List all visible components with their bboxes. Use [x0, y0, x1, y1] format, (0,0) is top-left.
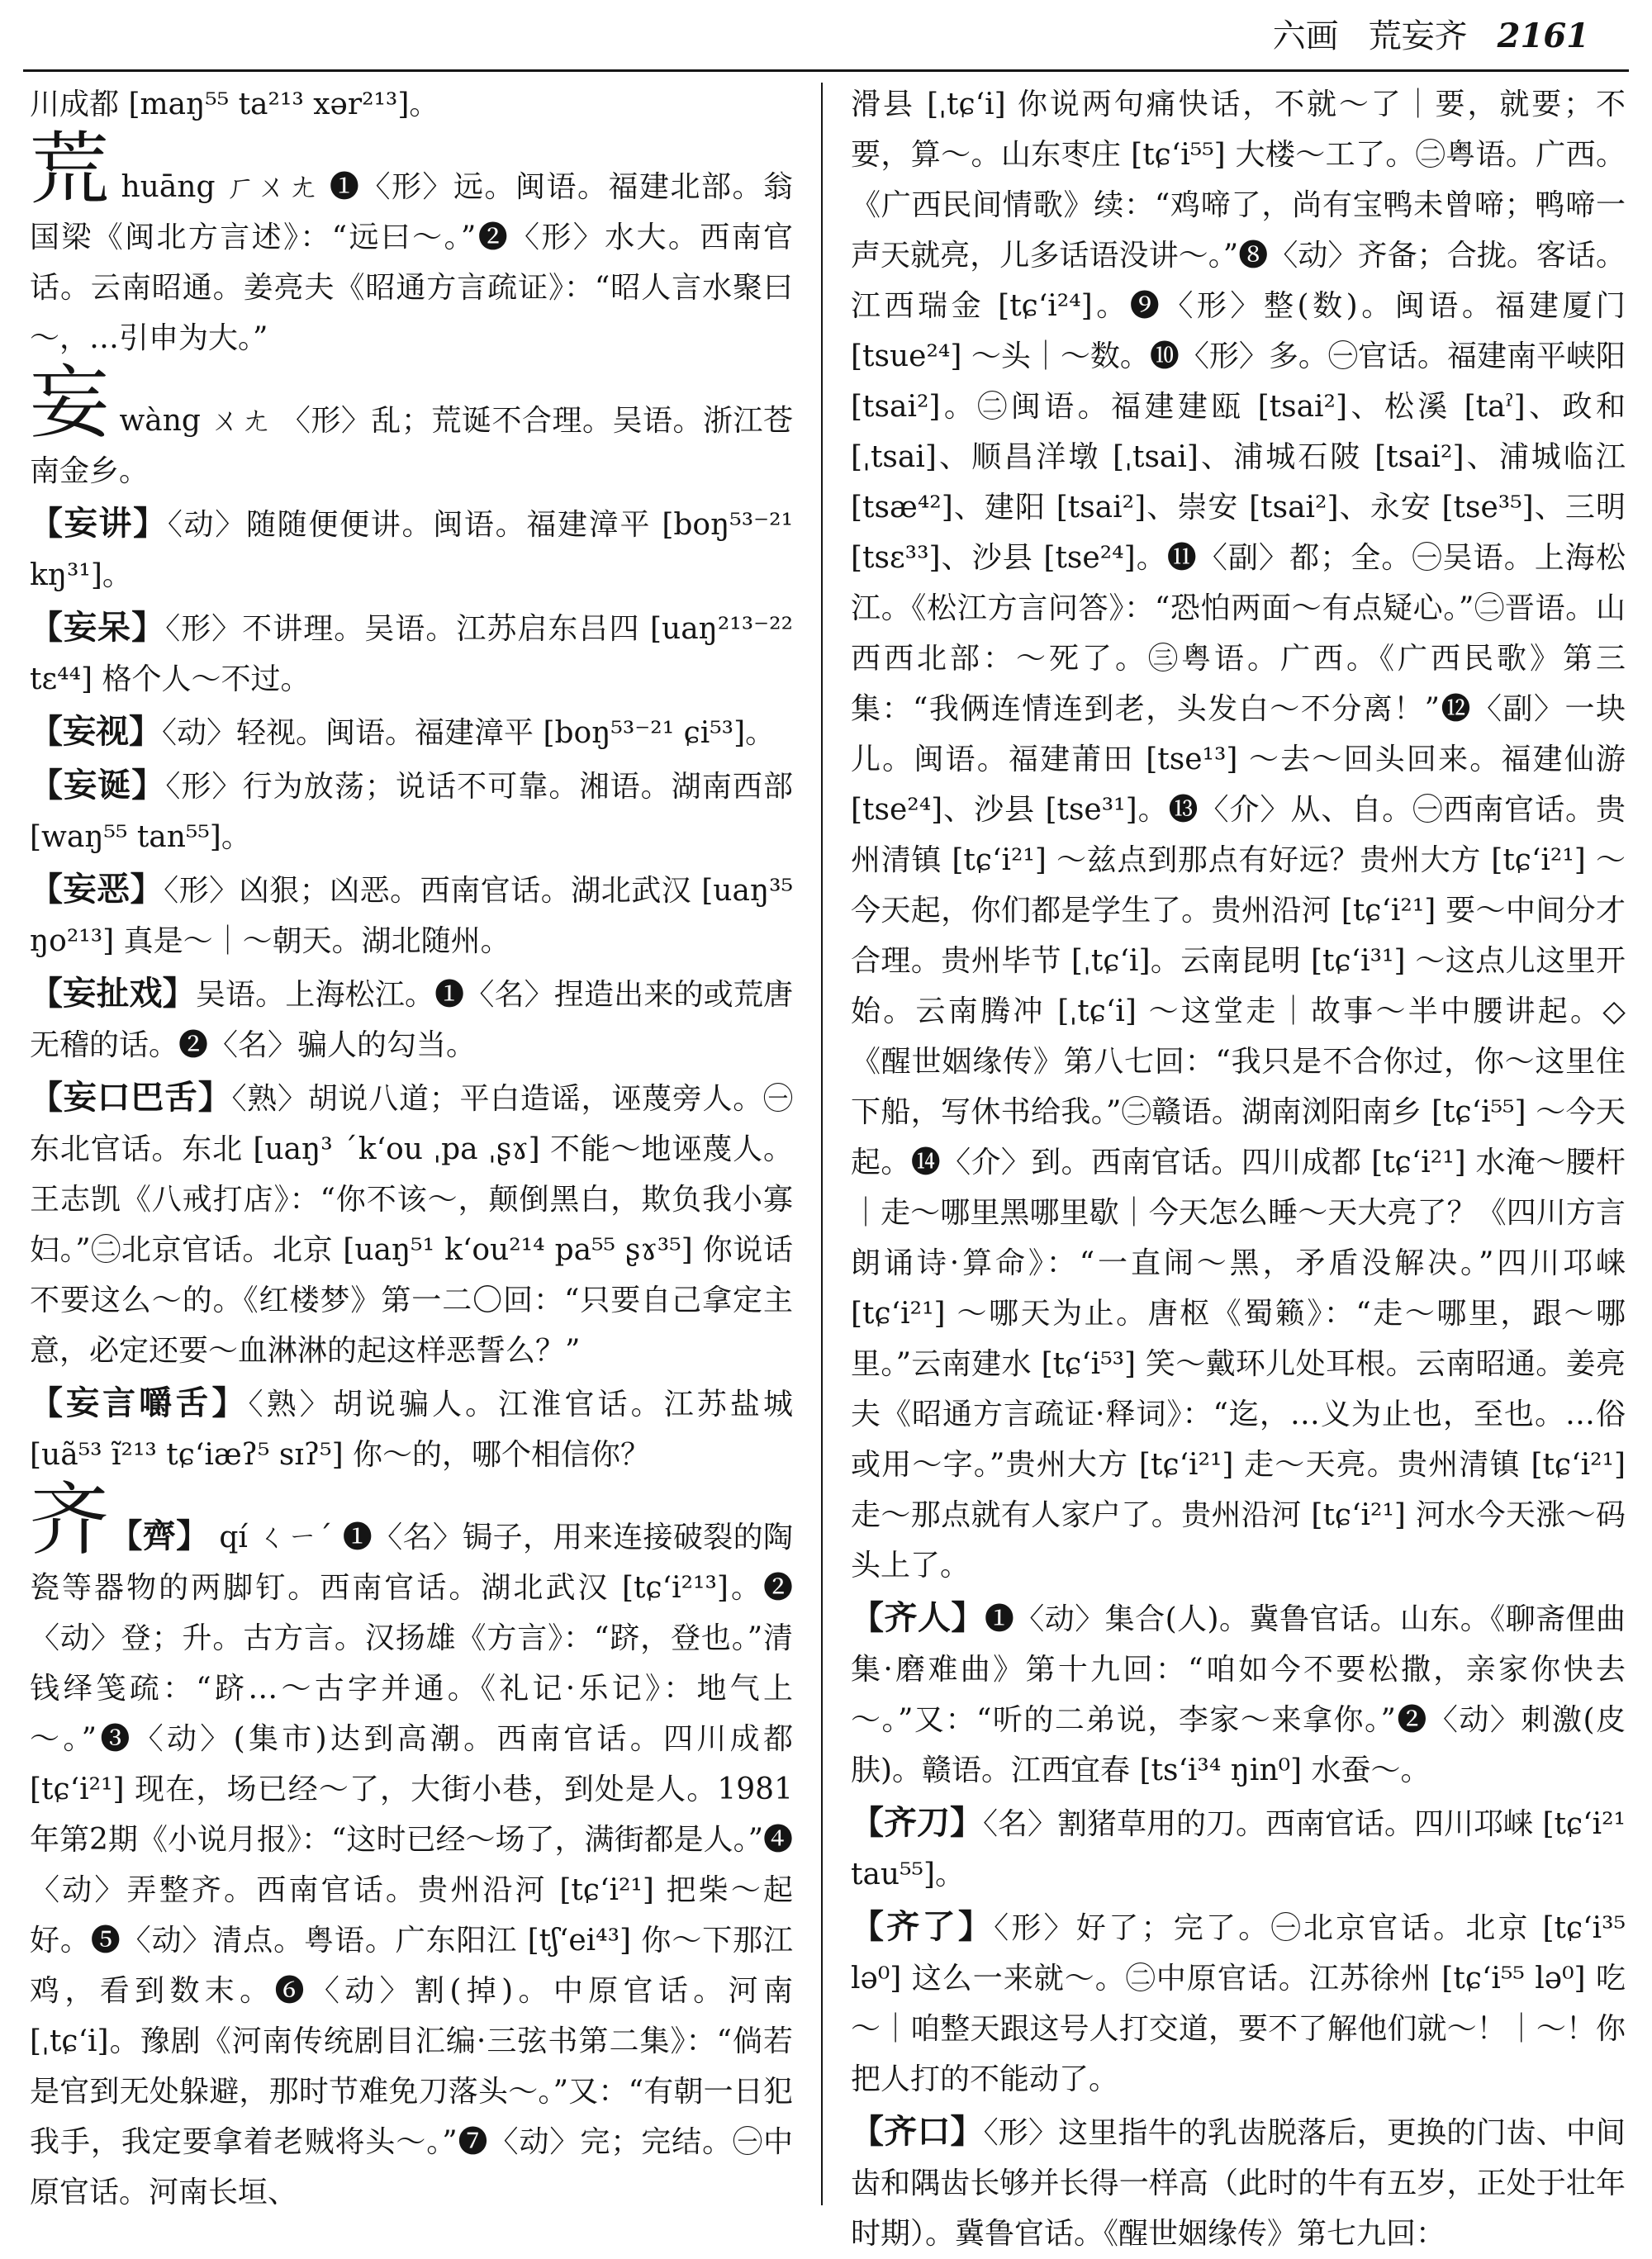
sub-entry-term: 【妄扯戏】 [30, 974, 196, 1013]
sub-entry [30, 498, 793, 600]
sub-entry-text: 〈形〉好了；完了。㊀北京官话。北京 [tɕ‘i³⁵ lə⁰] 这么一来就～。㊁中原官话。江苏徐州 [tɕ‘i⁵⁵ lə⁰] 吃～｜咱整天跟这号人打交道，要不了解他们就～！｜～！你把人打的不能动了。 [851, 1911, 1626, 2096]
sub-entry-text: 〈形〉这里指牛的乳齿脱落后，更换的门齿、中间齿和隅齿长够并长得一样高（此时的牛有五岁，正处于壮年时期）。冀鲁官话。《醒世姻缘传》第七九回： [851, 2116, 1626, 2251]
entry-huang [30, 123, 793, 363]
headword-wang: 妄 [30, 357, 110, 449]
header-section: 六画 [1272, 17, 1339, 55]
entry-qi-text: qí ㄑㄧˊ ❶〈名〉锔子，用来连接破裂的陶瓷等器物的两脚钉。西南官话。湖北武汉 [tɕ‘i²¹³]。❷〈动〉登；升。古方言。汉扬雄《方言》：“跻，登也。”清钱绎笺疏：“跻…～古字并通。《礼记·乐记》：地气上～。”❸〈动〉(集市)达到高潮。西南官话。四川成都 [tɕ‘i²¹] 现在，场已经～了，大街小巷，到处是人。1981年第2期《小说月报》：“这时已经～场了，满街都是人。”❹〈动〉弄整齐。西南官话。贵州沿河 [tɕ‘i²¹] 把柴～起好。❺〈动〉清点。粤语。广东阳江 [tʃ‘ei⁴³] 你～下那江鸡，看到数末。❻〈动〉割(掉)。中原官话。河南 [ˌtɕ‘i]。豫剧《河南传统剧目汇编·三弦书第二集》：“倘若是官到无处躲避，那时节难免刀落头～。”又：“有朝一日犯我手，我定要拿着老贼将头～。”❼〈动〉完；完结。㊀中原官话。河南长垣、 [30, 1521, 794, 2209]
sub-entry-text: 〈形〉凶狠；凶恶。西南官话。湖北武汉 [uaŋ³⁵ ŋo²¹³] 真是～｜～朝天。湖北随州。 [30, 874, 794, 958]
right-continuation: 滑县 [ˌtɕ‘i] 你说两句痛快话，不就～了｜要，就要；不要，算～。山东枣庄 [tɕ‘i⁵⁵] 大楼～工了。㊁粤语。广西。《广西民间情歌》续：“鸡啼了，尚有宝鸭未曾啼；鸭啼一声天就亮，儿多话语没讲～。”❽〈动〉齐备；合拢。客话。江西瑞金 [tɕ‘i²⁴]。❾〈形〉整(数)。闽语。福建厦门 [tsue²⁴] ～头｜～数。❿〈形〉多。㊀官话。福建南平峡阳 [tsai²]。㊁闽语。福建建瓯 [tsai²]、松溪 [taˀ]、政和 [ˌtsai]、顺昌洋墩 [ˌtsai]、浦城石陂 [tsai²]、浦城临江 [tsæ⁴²]、建阳 [tsai²]、崇安 [tsai²]、永安 [tse³⁵]、三明 [tsɛ³³]、沙县 [tse²⁴]。⓫〈副〉都；全。㊀吴语。上海松江。《松江方言问答》：“恐怕两面～有点疑心。”㊁晋语。山西西北部：～死了。㊂粤语。广西。《广西民歌》第三集：“我俩连情连到老，头发白～不分离！”⓬〈副〉一块儿。闽语。福建莆田 [tse¹³] ～去～回头回来。福建仙游 [tse²⁴]、沙县 [tse³¹]。⓭〈介〉从、自。㊀西南官话。贵州清镇 [tɕ‘i²¹] ～兹点到那点有好远？贵州大方 [tɕ‘i²¹] ～今天起，你们都是学生了。贵州沿河 [tɕ‘i²¹] 要～中间分才合理。贵州毕节 [ˌtɕ‘i]。云南昆明 [tɕ‘i³¹] ～这点儿这里开始。云南腾冲 [ˌtɕ‘i] ～这堂走｜故事～半中腰讲起。◇《醒世姻缘传》第八七回：“我只是不合你过，你～这里住下船，写休书给我。”㊁赣语。湖南浏阳南乡 [tɕ‘i⁵⁵] ～今天起。⓮〈介〉到。西南官话。四川成都 [tɕ‘i²¹] 水淹～腰杆｜走～哪里黑哪里歇｜今天怎么睡～天大亮了？《四川方言朗诵诗·算命》：“一直闹～黑，矛盾没解决。”四川邛崃 [tɕ‘i²¹] ～哪天为止。唐枢《蜀籁》：“走～哪里，跟～哪里。”云南建水 [tɕ‘i⁵³] 笑～戴环儿处耳根。云南昭通。姜亮夫《昭通方言疏证·释词》：“迄，…义为止也，至也。…俗或用～字。”贵州大方 [tɕ‘i²¹] 走～天亮。贵州清镇 [tɕ‘i²¹] 走～那点就有人家户了。贵州沿河 [tɕ‘i²¹] 河水今天涨～码头上了。 [851, 88, 1626, 1583]
right-column [851, 79, 1626, 2251]
sub-entry [851, 1592, 1626, 1796]
sub-entry [851, 2106, 1626, 2259]
sub-entry-text: ❶〈动〉集合(人)。冀鲁官话。山东。《聊斋俚曲集·磨难曲》第十九回：“咱如今不要松撒，亲家你快去～。”又：“听的二弟说，李家～来拿你。”❷〈动〉刺激(皮肤)。赣语。江西宜春 [ts‘i³⁴ ŋin⁰] 水蚕～。 [851, 1602, 1626, 1787]
left-column [30, 79, 794, 2209]
sub-entry-text: 〈名〉割猪草用的刀。西南官话。四川邛崃 [tɕ‘i²¹ tau⁵⁵]。 [851, 1807, 1626, 1891]
sub-entry-term: 【妄言嚼舌】 [30, 1383, 249, 1422]
sub-entry [30, 1072, 793, 1376]
sub-entry [30, 968, 793, 1070]
sub-entry-term: 【妄视】 [30, 712, 162, 751]
entry-wang-text: wàng ㄨㄤ 〈形〉乱；荒诞不合理。吴语。浙江苍南金乡。 [30, 404, 794, 488]
page-number: 2161 [1497, 17, 1589, 55]
sub-entry-text: 〈动〉随随便便讲。闽语。福建漳平 [boŋ⁵³⁻²¹ kŋ³¹]。 [30, 508, 794, 592]
sub-entry-text: 〈动〉轻视。闽语。福建漳平 [boŋ⁵³⁻²¹ ɕi⁵³]。 [162, 716, 776, 750]
sub-entry-term: 【妄诞】 [30, 766, 166, 804]
sub-entry [30, 760, 793, 862]
sub-entry [30, 602, 793, 705]
page-header [1273, 15, 1589, 58]
sub-entry-text: 〈形〉行为放荡；说话不可靠。湘语。湖南西部 [waŋ⁵⁵ tan⁵⁵]。 [30, 770, 793, 854]
sub-entry-text: 〈熟〉胡说八道；平白造谣，诬蔑旁人。㊀东北官话。东北 [uaŋ³ ˊk‘ou ˌpa ˌʂɤ] 不能～地诬蔑人。王志凯《八戒打店》：“你不该～，颠倒黑白，欺负我小寡妇。”㊁北京官话。北京 [uaŋ⁵¹ k‘ou²¹⁴ pa⁵⁵ ʂɤ³⁵] 你说话不要这么～的。《红楼梦》第一二〇回：“只要自己拿定主意，必定还要～血淋淋的起这样恶誓么？” [30, 1082, 793, 1368]
sub-entry-term: 【妄口巴舌】 [30, 1078, 232, 1117]
sub-entry-term: 【齐口】 [851, 2112, 984, 2151]
sub-entry-term: 【妄呆】 [30, 608, 166, 647]
sub-entry-term: 【齐人】 [851, 1598, 985, 1637]
column-divider [821, 83, 823, 2205]
sub-entry-text: 〈形〉不讲理。吴语。江苏启东吕四 [uaŋ²¹³⁻²² tɛ⁴⁴] 格个人～不过。 [30, 612, 794, 696]
sub-entry-text: 〈熟〉胡说骗人。江淮官话。江苏盐城 [uã⁵³ ĩ²¹³ tɕ‘iæʔ⁵ sɪʔ⁵] 你～的，哪个相信你？ [30, 1388, 793, 1472]
entry-qi [30, 1474, 794, 2218]
sub-entry [851, 1797, 1626, 1900]
sub-entry [851, 1901, 1626, 2105]
entry-wang [30, 357, 794, 496]
headword-qi: 齐 [30, 1474, 110, 1566]
header-rule [23, 69, 1629, 72]
entry-huang-text: huāng ㄏㄨㄤ ❶〈形〉远。闽语。福建北部。翁国梁《闽北方言述》：“远曰～。”❷〈形〉水大。西南官话。云南昭通。姜亮夫《昭通方言疏证》：“昭人言水聚曰～，…引申为大。” [30, 170, 793, 355]
sub-entry [30, 1378, 793, 1480]
header-characters: 荒妄齐 [1368, 17, 1468, 55]
sub-entry-term: 【妄讲】 [30, 504, 168, 543]
sub-entry-text: 吴语。上海松江。❶〈名〉捏造出来的或荒唐无稽的话。❷〈名〉骗人的勾当。 [30, 978, 793, 1062]
sub-entry [30, 864, 793, 966]
sub-entry [30, 706, 793, 758]
headword-huang: 荒 [30, 123, 111, 216]
sub-entry-term: 【齐刀】 [851, 1803, 984, 1842]
left-continuation: 川成都 [maŋ⁵⁵ ta²¹³ xər²¹³]。 [30, 88, 439, 121]
traditional-form: 【齊】 [109, 1516, 210, 1555]
sub-entry-term: 【妄恶】 [30, 870, 164, 909]
sub-entry-term: 【齐了】 [851, 1907, 995, 1946]
